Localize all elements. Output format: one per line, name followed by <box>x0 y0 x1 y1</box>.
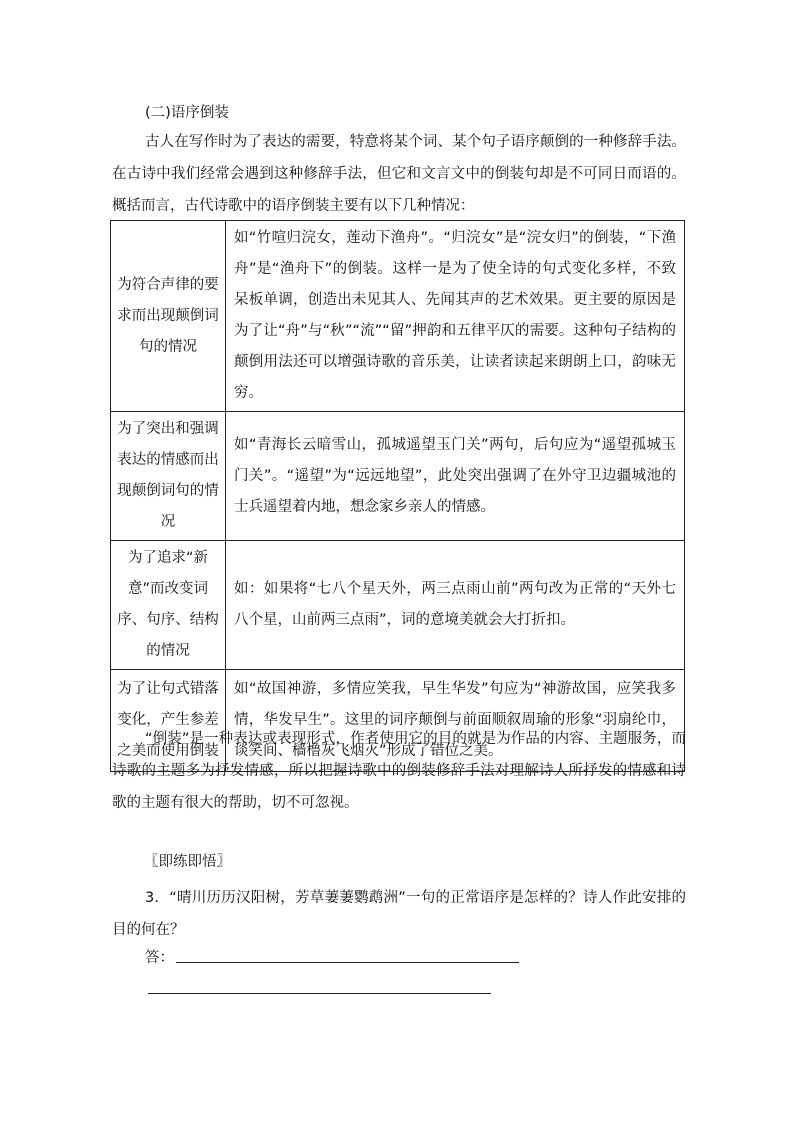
outro-paragraph: “倒装”是一种表达或表现形式，作者使用它的目的就是为作品的内容、主题服务，而诗歌的主题多为抒发情感，所以把握诗歌中的倒装修辞手法对理解诗人所抒发的情感和诗歌的主题有很大的帮助，切不可忽视。 <box>112 731 686 811</box>
inversion-table <box>110 220 685 772</box>
row-label: 为了突出和强调表达的情感而出现颠倒词句的情况 <box>111 412 226 541</box>
row-label: 为符合声律的要求而出现颠倒词句的情况 <box>111 221 226 412</box>
answer-line[interactable] <box>148 993 491 994</box>
row-description: 如“竹喧归浣女，莲动下渔舟”。“归浣女”是“浣女归”的倒装，“下渔舟”是“渔舟下”的倒装。这样一是为了使全诗的句式变化多样，不致呆板单调，创造出未见其人、先闻其声的艺术效果。更主要的原因是为了让“舟”与“秋”“流”“留”押韵和五律平仄的需要。这种句子结构的颠倒用法还可以增强诗歌的音乐美，让读者读起来朗朗上口，韵味无穷。 <box>226 221 685 412</box>
answer-line[interactable] <box>176 962 519 963</box>
exercise-question: 3．“晴川历历汉阳树，芳草萋萋鹦鹉洲”一句的正常语序是怎样的？诗人作此安排的目的何在？ <box>112 890 686 938</box>
exercise-tag: 〖即练即悟〗 <box>144 854 231 870</box>
table-row <box>111 412 685 541</box>
row-description: 如：如果将“七八个星天外，两三点雨山前”两句改为正常的“天外七八个星，山前两三点雨”，词的意境美就会大打折扣。 <box>226 541 685 670</box>
table-row <box>111 541 685 670</box>
row-label: 为了追求“新意”而改变词序、句序、结构的情况 <box>111 541 226 670</box>
intro-paragraph: 古人在写作时为了表达的需要，特意将某个词、某个句子语序颠倒的一种修辞手法。在古诗中我们经常会遇到这种修辞手法，但它和文言文中的倒装句却是不可同日而语的。概括而言，古代诗歌中的语序倒装主要有以下几种情况： <box>112 134 686 214</box>
row-description: 如“青海长云暗雪山，孤城遥望玉门关”两句，后句应为“遥望孤城玉门关”。“遥望”为“远远地望”，此处突出强调了在外守卫边疆城池的士兵遥望着内地，想念家乡亲人的情感。 <box>226 412 685 541</box>
answer-label: 答： <box>145 950 174 966</box>
section-heading: (二)语序倒装 <box>145 105 229 121</box>
row-description: 如“故国神游，多情应笑我，早生华发”句应为“神游故国，应笑我多情，华发早生”。这里的词序颠倒与前面顺叙周瑜的形象“羽扇纶巾，谈笑间、樯橹灰飞烟灭”形成了错位之美。 <box>226 670 685 772</box>
row-label: 为了让句式错落变化，产生参差之美而使用倒装 <box>111 670 226 772</box>
table-row <box>111 221 685 412</box>
